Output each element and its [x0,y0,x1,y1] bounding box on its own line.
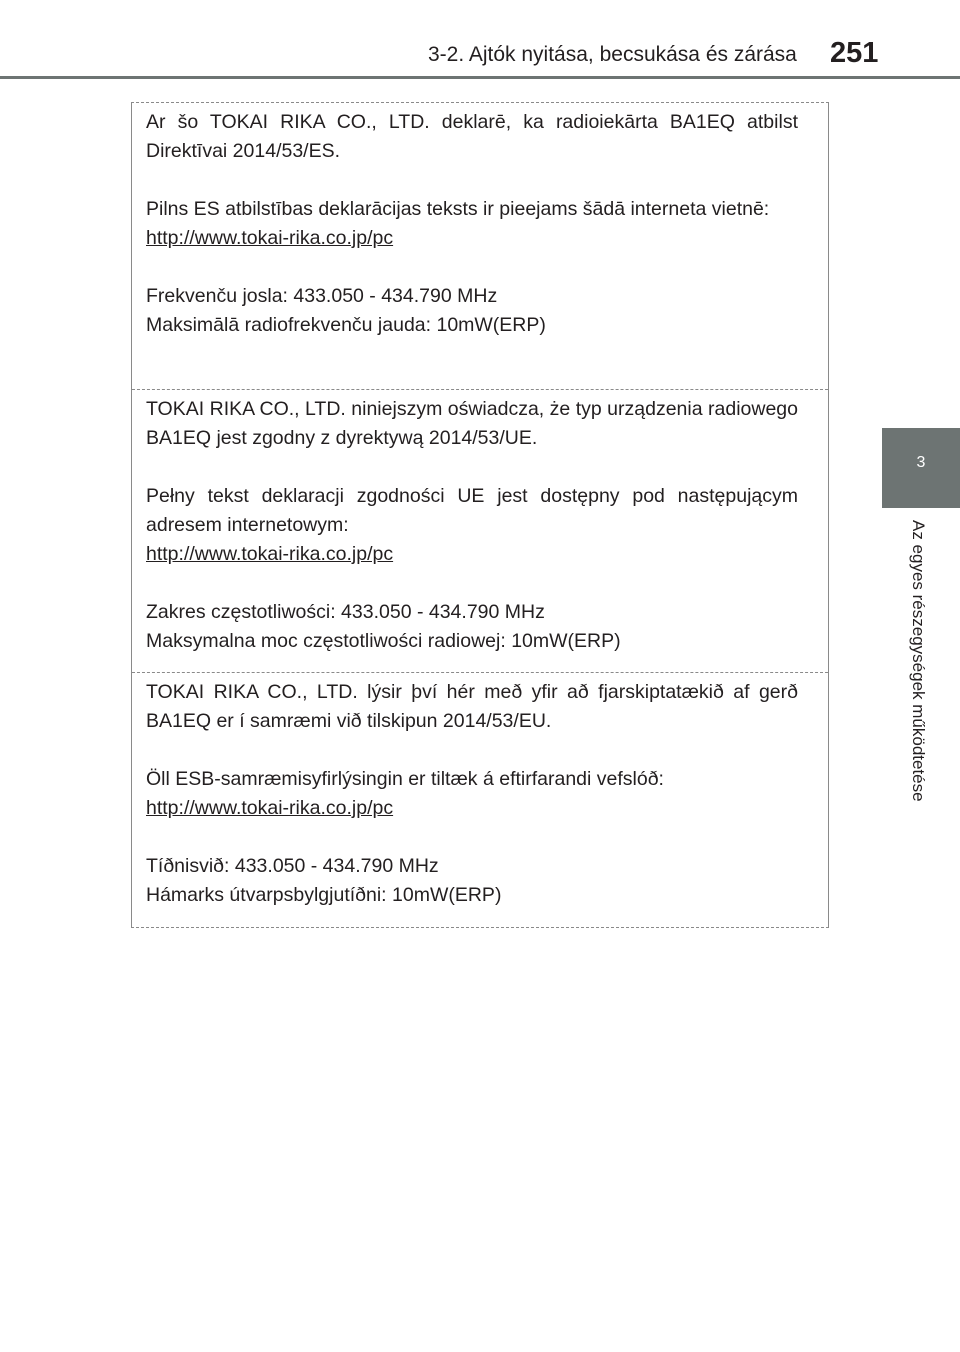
running-header-title: 3-2. Ajtók nyitása, becsukása és zárása [428,43,797,66]
declaration-box [131,102,829,928]
declaration-power: Maksymalna moc częstotliwości radiowej: 10mW(ERP) [146,630,621,652]
declaration-frequency: Frekvenču josla: 433.050 - 434.790 MHz [146,285,498,307]
declaration-full-text-note: Öll ESB-samræmisyfirlýsingin er tiltæk á eftirfarandi vefslóð: [146,768,664,790]
declaration-url-link[interactable]: http://www.tokai-rika.co.jp/pc [146,543,394,565]
chapter-side-label: Az egyes részegységek működtetése [909,520,928,802]
declaration-latvian [132,103,828,389]
declaration-full-text-note: Pełny tekst deklaracji zgodności UE jest dostępny pod następującym adresem internetowym: [146,485,798,536]
declaration-power: Maksimālā radiofrekvenču jauda: 10mW(ERP) [146,314,546,336]
declaration-frequency: Zakres częstotliwości: 433.050 - 434.790 MHz [146,601,545,623]
declaration-url-link[interactable]: http://www.tokai-rika.co.jp/pc [146,227,394,249]
declaration-statement: TOKAI RIKA CO., LTD. niniejszym oświadcza, że typ urządzenia radiowego BA1EQ jest zgodny z dyrektywą 2014/53/UE. [146,398,798,449]
declaration-polish [132,389,828,672]
page-number: 251 [830,37,879,69]
declaration-frequency: Tíðnisvið: 433.050 - 434.790 MHz [146,855,439,877]
declaration-statement: Ar šo TOKAI RIKA CO., LTD. deklarē, ka radioiekārta BA1EQ atbilst Direktīvai 2014/53/ES. [146,111,798,162]
declaration-power: Hámarks útvarpsbylgjutíðni: 10mW(ERP) [146,884,502,906]
declaration-full-text-note: Pilns ES atbilstības deklarācijas teksts ir pieejams šādā interneta vietnē: [146,198,770,220]
declaration-icelandic [132,672,828,927]
declaration-url-link[interactable]: http://www.tokai-rika.co.jp/pc [146,797,394,819]
header-rule [0,76,960,79]
chapter-tab: 3 [882,428,960,508]
declaration-statement: TOKAI RIKA CO., LTD. lýsir því hér með yfir að fjarskiptatækið af gerð BA1EQ er í samræmi við tilskipun 2014/53/EU. [146,681,798,732]
